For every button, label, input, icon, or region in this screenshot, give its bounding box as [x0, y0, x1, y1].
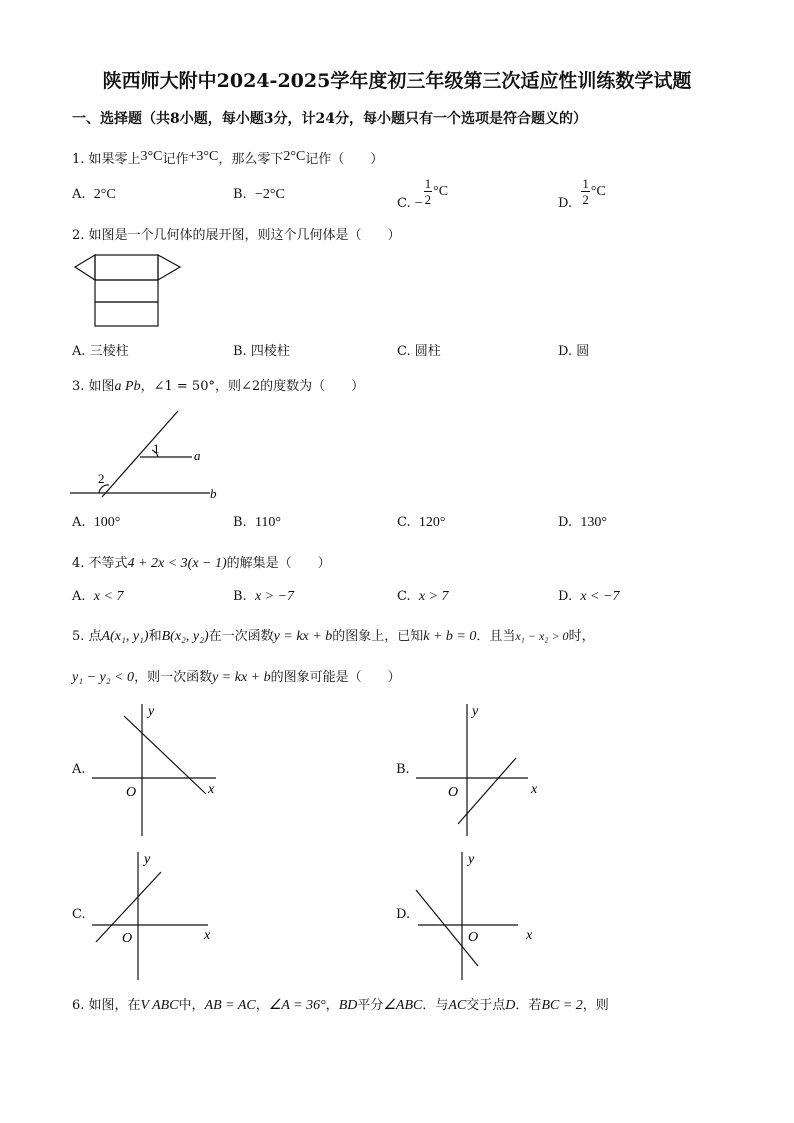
q5-graph-a[interactable] [88, 700, 228, 840]
q3-option-b[interactable] [233, 515, 281, 531]
y-axis-label: y [148, 704, 155, 719]
section-heading: 一、选择题（共8小题，每小题3分，计24分，每小题只有一个选项是符合题义的） [72, 111, 587, 127]
q1-text-pre: 1. 如果零上 [72, 152, 141, 167]
option-text: 130° [580, 515, 607, 530]
q6-segment: AC [448, 998, 467, 1013]
q1-text-mid1: 记作 [162, 152, 189, 167]
q5-option-a-letter[interactable]: A. [72, 762, 86, 777]
option-text: 2°C [93, 187, 116, 202]
q6-text: ， [325, 998, 339, 1013]
q5-function: y = kx + b [212, 670, 271, 685]
y-axis-label: y [468, 852, 475, 867]
q4-option-c[interactable] [397, 589, 449, 605]
function-line [124, 716, 206, 794]
angle-2-label: 2 [98, 471, 105, 486]
denominator: 2 [424, 192, 432, 207]
q6-segment: BD [338, 998, 358, 1013]
q5-condition-3: y₁ − y₂ < 0 [72, 670, 135, 685]
option-letter: C. [397, 515, 411, 530]
q2-option-a[interactable] [72, 340, 129, 359]
q5-option-c-letter[interactable]: C. [72, 907, 86, 922]
q5-text: 在一次函数 [208, 629, 274, 644]
net-face-top [95, 255, 158, 280]
q1-value-1: 3°C [140, 149, 163, 164]
q3-text-post: ，∠1 = 50°，则∠2的度数为（ ） [140, 379, 365, 394]
q4-inequality: 4 + 2x < 3(x − 1) [127, 556, 227, 571]
q5-point-b: B(x₂, y₂) [161, 629, 209, 644]
q3-condition: a Pb [114, 379, 141, 394]
y-axis-label: y [472, 704, 479, 719]
q6-text: 平分 [357, 998, 384, 1013]
q4-option-d[interactable] [558, 589, 619, 605]
q6-text: 中， [178, 998, 205, 1013]
fraction [424, 176, 433, 207]
q6-point: D [505, 998, 516, 1013]
numerator: 1 [582, 176, 589, 191]
option-text: 三棱柱 [89, 344, 129, 359]
function-line [416, 890, 478, 966]
question-5-line-2 [72, 666, 401, 686]
prism-net-figure [70, 250, 190, 330]
numerator: 1 [424, 176, 432, 191]
net-face-bottom [95, 302, 158, 326]
question-1-stem [72, 148, 383, 168]
option-letter: D. [558, 196, 573, 211]
question-3-stem [72, 375, 364, 395]
q1-text-post: 记作（ ） [305, 152, 384, 167]
option-letter: A. [72, 515, 86, 530]
question-2-stem: 2. 如图是一个几何体的展开图，则这个几何体是（ ） [72, 228, 401, 243]
q3-text-pre: 3. 如图 [72, 379, 115, 394]
option-text: −2°C [254, 187, 285, 202]
q6-condition: ∠A = 36° [268, 998, 326, 1013]
q1-option-d[interactable] [558, 176, 606, 211]
page-title: 陕西师大附中2024-2025学年度初三年级第三次适应性训练数学试题 [102, 70, 692, 92]
option-letter: A. [72, 344, 86, 359]
angle-1-label: 1 [153, 441, 160, 456]
q1-value-2: +3°C [188, 149, 219, 164]
q5-text: 的图象上，已知 [332, 629, 424, 644]
option-letter: C. [397, 589, 411, 604]
line-b-label: b [210, 486, 217, 501]
q5-text: ，则一次函数 [134, 670, 213, 685]
q2-option-c[interactable] [397, 340, 441, 359]
q6-condition: BC = 2 [541, 998, 583, 1013]
q3-option-c[interactable] [397, 515, 446, 531]
minus-sign: − [414, 196, 423, 211]
question-6-stem [72, 994, 609, 1014]
q5-point-a: A(x₁, y₁) [101, 629, 149, 644]
q6-condition: AB = AC [204, 998, 256, 1013]
q5-condition-1: k + b = 0 [423, 629, 477, 644]
x-axis-label: x [208, 782, 215, 797]
q1-text-mid2: ，那么零下 [218, 152, 284, 167]
unit: °C [433, 184, 449, 199]
option-text: x < 7 [93, 589, 124, 604]
q6-triangle: V ABC [140, 998, 179, 1013]
option-text: x > −7 [254, 589, 295, 604]
y-axis-label: y [144, 852, 151, 867]
q4-option-a[interactable] [72, 589, 123, 605]
transversal-line [102, 411, 178, 497]
q1-value-3: 2°C [283, 149, 306, 164]
option-text: x > 7 [418, 589, 449, 604]
q4-text-post: 的解集是（ ） [226, 556, 331, 571]
q5-graph-b[interactable] [412, 700, 552, 840]
q2-option-d[interactable] [558, 340, 589, 359]
q1-option-b[interactable] [233, 187, 285, 203]
question-5-line-1 [72, 625, 595, 645]
option-letter: D. [558, 589, 573, 604]
q3-option-d[interactable] [558, 515, 607, 531]
x-axis-label: x [204, 928, 211, 943]
option-letter: B. [233, 515, 247, 530]
q4-text-pre: 4. 不等式 [72, 556, 128, 571]
q3-option-a[interactable] [72, 515, 120, 531]
q2-option-b[interactable] [233, 340, 290, 359]
q1-option-c[interactable] [397, 176, 449, 211]
q5-text: 5. 点 [72, 629, 102, 644]
option-letter: B. [233, 344, 247, 359]
denominator: 2 [582, 192, 589, 207]
q6-text: ， [255, 998, 269, 1013]
option-text: x < −7 [580, 589, 620, 604]
q6-text: 6. 如图，在 [72, 998, 141, 1013]
origin-label: O [448, 785, 459, 800]
q5-text: 时， [568, 629, 595, 644]
q5-graph-d[interactable] [412, 848, 552, 983]
option-letter: D. [558, 515, 573, 530]
x-axis-label: x [531, 782, 538, 797]
option-text: 圆柱 [414, 344, 441, 359]
option-letter: D. [558, 344, 573, 359]
parallel-lines-figure [70, 405, 230, 505]
option-letter: C. [397, 344, 411, 359]
line-a-label: a [194, 448, 201, 463]
q5-graph-c[interactable] [88, 848, 228, 983]
q5-option-b-letter[interactable]: B. [396, 762, 410, 777]
q1-option-a[interactable] [72, 187, 116, 203]
q6-angle: ∠ABC [383, 998, 423, 1013]
q5-function: y = kx + b [273, 629, 333, 644]
q5-text: 的图象可能是（ ） [270, 670, 401, 685]
net-triangle-left [75, 255, 95, 280]
option-text: 120° [418, 515, 446, 530]
q6-text: 交于点 [466, 998, 506, 1013]
option-letter: C. [397, 196, 411, 211]
question-4-stem [72, 552, 331, 572]
option-text: 110° [254, 515, 282, 530]
origin-label: O [468, 930, 479, 945]
q5-text: 和 [148, 629, 162, 644]
origin-label: O [126, 785, 137, 800]
q6-text: ．若 [515, 998, 542, 1013]
origin-label: O [122, 931, 133, 946]
q5-option-d-letter[interactable]: D. [396, 907, 411, 922]
option-text: 100° [93, 515, 121, 530]
fraction [581, 176, 590, 207]
unit: °C [590, 184, 606, 199]
q5-condition-2: x₁ − x₂ > 0 [515, 629, 569, 643]
option-letter: B. [233, 589, 247, 604]
q5-text: ．且当 [476, 629, 516, 644]
option-text: 四棱柱 [250, 344, 290, 359]
option-letter: A. [72, 589, 86, 604]
option-text: 圆 [576, 344, 590, 359]
option-letter: A. [72, 187, 86, 202]
x-axis-label: x [526, 928, 533, 943]
q6-text: ，则 [582, 998, 609, 1013]
net-triangle-right [158, 255, 180, 280]
option-letter: B. [233, 187, 247, 202]
net-face-middle [95, 280, 158, 302]
angle-2-arc [99, 485, 109, 493]
q4-option-b[interactable] [233, 589, 294, 605]
q6-text: ．与 [422, 998, 449, 1013]
